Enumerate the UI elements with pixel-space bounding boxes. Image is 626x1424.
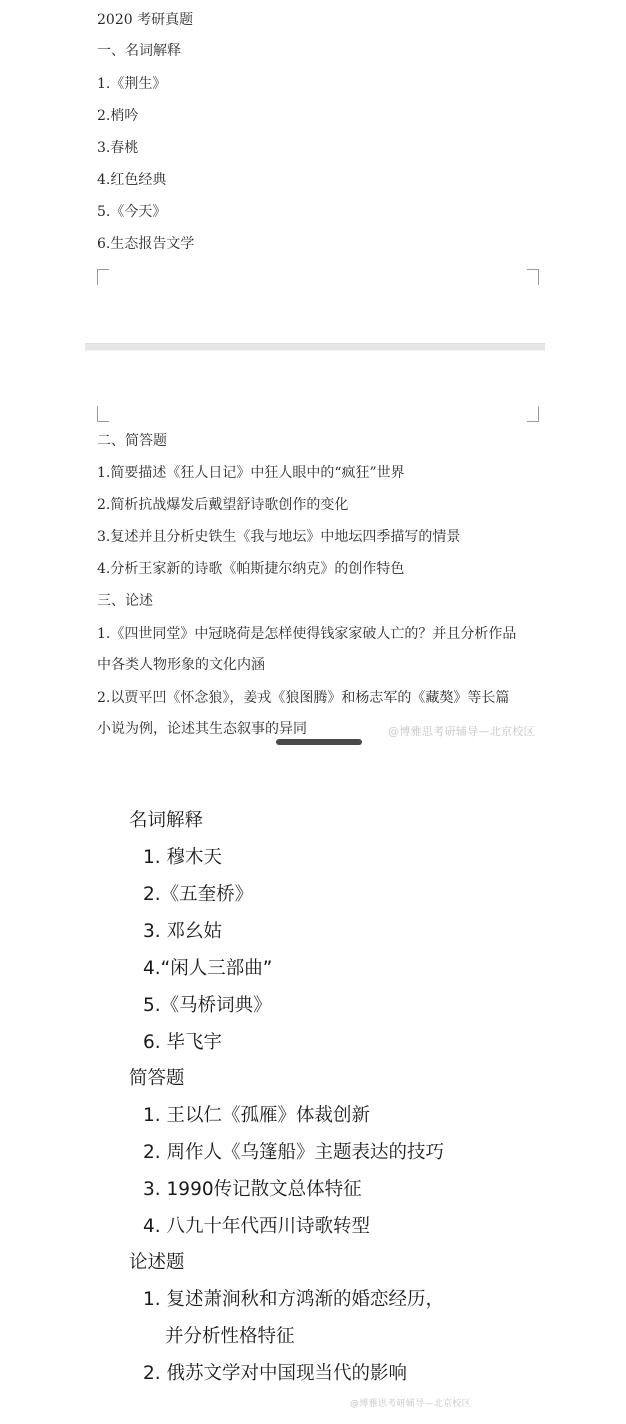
list-item: 6. 毕飞宇 (143, 1032, 223, 1053)
watermark: @博雅思考研辅导—北京校区 (350, 1399, 471, 1409)
list-item: 1. 复述萧涧秋和方鸿渐的婚恋经历， (143, 1289, 445, 1310)
list-heading-essay: 论述题 (129, 1252, 185, 1273)
short-question: 1.简要描述《狂人日记》中狂人眼中的“疯狂”世界 (97, 465, 405, 481)
list-item: 4.“闲人三部曲” (143, 958, 273, 979)
page-corner-mark (527, 269, 539, 285)
page-corner-mark (527, 406, 539, 422)
short-question: 2.简析抗战爆发后戴望舒诗歌创作的变化 (97, 497, 349, 513)
list-item: 2. 俄苏文学对中国现当代的影响 (143, 1363, 408, 1384)
page-break (85, 343, 545, 351)
scroll-indicator[interactable] (276, 739, 362, 745)
short-question: 3.复述并且分析史铁生《我与地坛》中地坛四季描写的情景 (97, 529, 461, 545)
watermark: @博雅思考研辅导—北京校区 (388, 725, 535, 738)
list-item: 3. 邓幺姑 (143, 921, 223, 942)
essay-question-line: 小说为例，论述其生态叙事的异同 (97, 721, 307, 737)
essay-question-line: 2.以贾平凹《怀念狼》，姜戎《狼图腾》和杨志军的《藏獒》等长篇 (97, 690, 510, 706)
term-item: 5.《今天》 (97, 204, 167, 220)
term-item: 4.红色经典 (97, 172, 167, 188)
list-item: 5.《马桥词典》 (143, 995, 272, 1016)
doc-title: 2020 考研真题 (97, 12, 194, 28)
list-item-continuation: 并分析性格特征 (165, 1326, 295, 1347)
essay-question-line: 1.《四世同堂》中冠晓荷是怎样使得钱家家破人亡的？并且分析作品 (97, 626, 517, 642)
list-item: 2.《五奎桥》 (143, 884, 254, 905)
list-heading-terms: 名词解释 (129, 810, 204, 831)
term-item: 2.梢吟 (97, 108, 139, 124)
short-question: 4.分析王家新的诗歌《帕斯捷尔纳克》的创作特色 (97, 561, 405, 577)
page-corner-mark (97, 406, 109, 422)
section-heading-essay: 三、论述 (97, 593, 153, 609)
list-item: 1. 王以仁《孤雁》体裁创新 (143, 1105, 371, 1126)
term-item: 6.生态报告文学 (97, 236, 195, 252)
list-item: 4. 八九十年代西川诗歌转型 (143, 1216, 371, 1237)
list-heading-short: 简答题 (129, 1068, 185, 1089)
list-item: 1. 穆木天 (143, 847, 223, 868)
page-corner-mark (97, 269, 109, 285)
list-item: 3. 1990传记散文总体特征 (143, 1179, 362, 1200)
section-heading-terms: 一、名词解释 (97, 43, 181, 59)
term-item: 3.春桃 (97, 140, 139, 156)
essay-question-line: 中各类人物形象的文化内涵 (97, 657, 265, 673)
term-item: 1.《荆生》 (97, 76, 167, 92)
section-heading-short: 二、简答题 (97, 433, 167, 449)
list-item: 2. 周作人《乌篷船》主题表达的技巧 (143, 1142, 445, 1163)
